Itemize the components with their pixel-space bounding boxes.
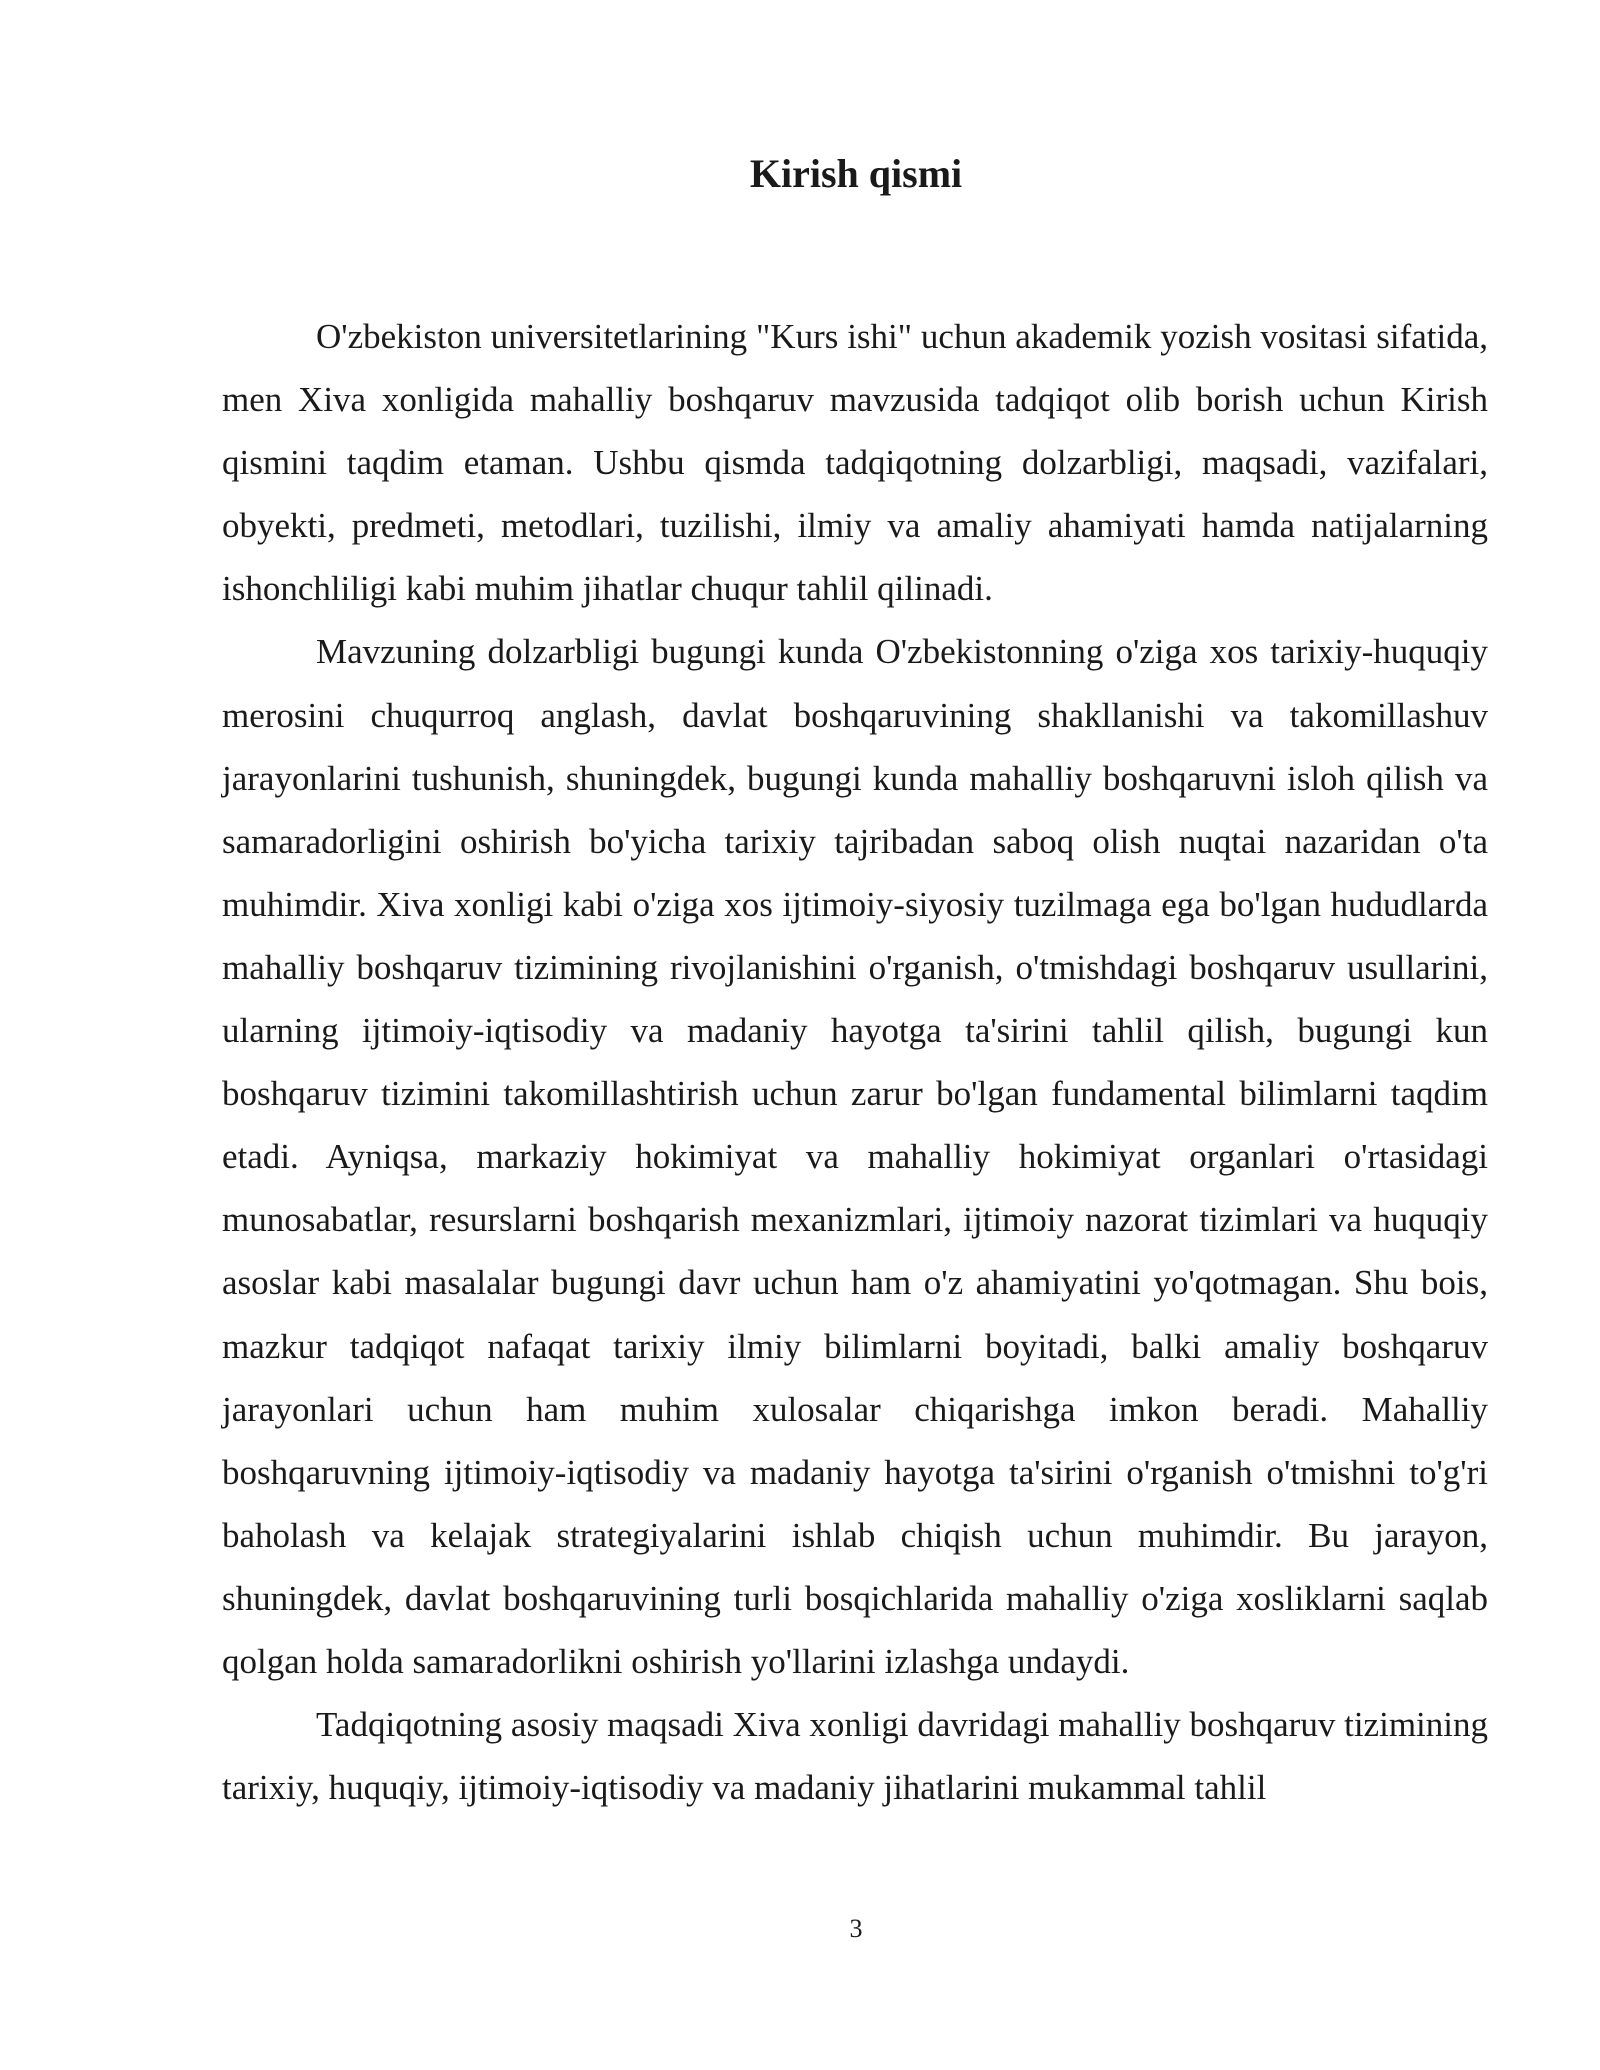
page-title: Kirish qismi: [749, 151, 963, 196]
body-text: [222, 305, 1488, 1819]
paragraph-intro: O'zbekiston universitetlarining "Kurs ishi" uchun akademik yozish vositasi sifatida, men Xiva xonligida mahalliy boshqaruv mavzusida tadqiqot olib borish uchun Kirish qismini taqdim etaman. Ushbu qismda tadqiqotning dolzarbligi, maqsadi, vazifalari, obyekti, predmeti, metodlari, tuzilishi, ilmiy va amaliy ahamiyati hamda natijalarning ishonchliligi kabi muhim jihatlar chuqur tahlil qilinadi.: [222, 317, 1488, 609]
paragraph-relevance: Mavzuning dolzarbligi bugungi kunda O'zbekistonning o'ziga xos tarixiy-huquqiy merosini chuqurroq anglash, davlat boshqaruvining shakllanishi va takomillashuv jarayonlarini tushunish, shuningdek, bugungi kunda mahalliy boshqaruvni isloh qilish va samaradorligini oshirish bo'yicha tarixiy tajribadan saboq olish nuqtai nazaridan o'ta muhimdir. Xiva xonligi kabi o'ziga xos ijtimoiy-siyosiy tuzilmaga ega bo'lgan hududlarda mahalliy boshqaruv tizimining rivojlanishini o'rganish, o'tmishdagi boshqaruv usullarini, ularning ijtimoiy-iqtisodiy va madaniy hayotga ta'sirini tahlil qilish, bugungi kun boshqaruv tizimini takomillashtirish uchun zarur bo'lgan fundamental bilimlarni taqdim etadi. Ayniqsa, markaziy hokimiyat va mahalliy hokimiyat organlari o'rtasidagi munosabatlar, resurslarni boshqarish mexanizmlari, ijtimoiy nazorat tizimlari va huquqiy asoslar kabi masalalar bugungi davr uchun ham o'z ahamiyatini yo'qotmagan. Shu bois, mazkur tadqiqot nafaqat tarixiy ilmiy bilimlarni boyitadi, balki amaliy boshqaruv jarayonlari uchun ham muhim xulosalar chiqarishga imkon beradi. Mahalliy boshqaruvning ijtimoiy-iqtisodiy va madaniy hayotga ta'sirini o'rganish o'tmishni to'g'ri baholash va kelajak strategiyalarini ishlab chiqish uchun muhimdir. Bu jarayon, shuningdek, davlat boshqaruvining turli bosqichlarida mahalliy o'ziga xosliklarni saqlab qolgan holda samaradorlikni oshirish yo'llarini izlashga undaydi.: [222, 632, 1488, 1681]
page-number: 3: [849, 1914, 863, 1943]
paragraph-goal: Tadqiqotning asosiy maqsadi Xiva xonligi davridagi mahalliy boshqaruv tizimining tarixiy, huquqiy, ijtimoiy-iqtisodiy va madaniy jihatlarini mukammal tahlil: [222, 1705, 1488, 1808]
